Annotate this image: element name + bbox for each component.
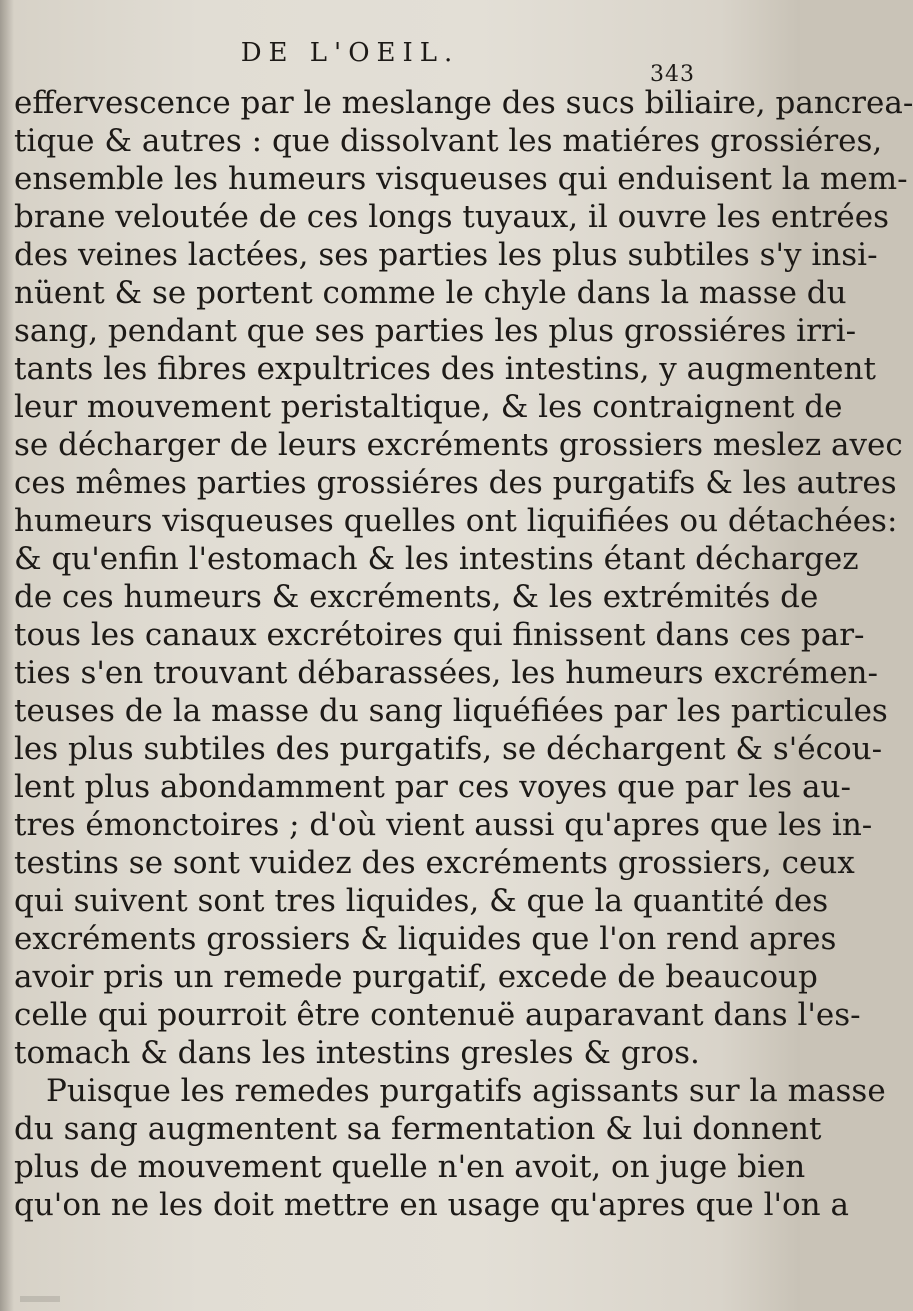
running-title: DE L'OEIL. (240, 38, 460, 68)
text-line: du sang augmentent sa fermentation & lui donnent (14, 1111, 822, 1147)
text-line: tomach & dans les intestins gresles & gros. (14, 1035, 700, 1071)
text-line: leur mouvement peristaltique, & les contraignent de (14, 389, 843, 425)
text-line: des veines lactées, ses parties les plus subtiles s'y insi- (14, 237, 878, 273)
text-line: se décharger de leurs excréments grossiers meslez avec (14, 427, 903, 463)
text-line: ensemble les humeurs visqueuses qui enduisent la mem- (14, 161, 908, 197)
text-line: humeurs visqueuses quelles ont liquifiées ou détachées: (14, 503, 898, 539)
text-line: les plus subtiles des purgatifs, se déchargent & s'écou- (14, 731, 883, 767)
text-line: excréments grossiers & liquides que l'on rend apres (14, 921, 837, 957)
text-line: de ces humeurs & excréments, & les extrémités de (14, 579, 819, 615)
text-line: qui suivent sont tres liquides, & que la quantité des (14, 883, 829, 919)
text-line: sang, pendant que ses parties les plus grossiéres irri- (14, 313, 857, 349)
text-line: ties s'en trouvant débarassées, les humeurs excrémen- (14, 655, 878, 691)
text-line: brane veloutée de ces longs tuyaux, il ouvre les entrées (14, 199, 890, 235)
paragraph-start-line: Puisque les remedes purgatifs agissants sur la masse (46, 1073, 886, 1109)
page-number: 343 (650, 62, 695, 87)
text-line: tique & autres : que dissolvant les matiéres grossiéres, (14, 123, 883, 159)
text-line: plus de mouvement quelle n'en avoit, on juge bien (14, 1149, 806, 1185)
text-line: ces mêmes parties grossiéres des purgatifs & les autres (14, 465, 897, 501)
text-line: nüent & se portent comme le chyle dans la masse du (14, 275, 847, 311)
text-line: qu'on ne les doit mettre en usage qu'apres que l'on a (14, 1187, 849, 1223)
text-line: & qu'enfin l'estomach & les intestins étant déchargez (14, 541, 859, 577)
text-line: lent plus abondamment par ces voyes que par les au- (14, 769, 851, 805)
text-line: tous les canaux excrétoires qui finissent dans ces par- (14, 617, 865, 653)
text-line: avoir pris un remede purgatif, excede de beaucoup (14, 959, 818, 995)
text-line: teuses de la masse du sang liquéfiées par les particules (14, 693, 888, 729)
page-gutter-shadow (0, 0, 14, 1311)
text-line: tres émonctoires ; d'où vient aussi qu'apres que les in- (14, 807, 873, 843)
text-line: testins se sont vuidez des excréments grossiers, ceux (14, 845, 855, 881)
text-line: celle qui pourroit être contenuë auparavant dans l'es- (14, 997, 861, 1033)
bleed-through-mark (20, 1296, 60, 1302)
text-line: effervescence par le meslange des sucs biliaire, pancrea- (14, 85, 913, 121)
text-line: tants les fibres expultrices des intestins, y augmentent (14, 351, 876, 387)
